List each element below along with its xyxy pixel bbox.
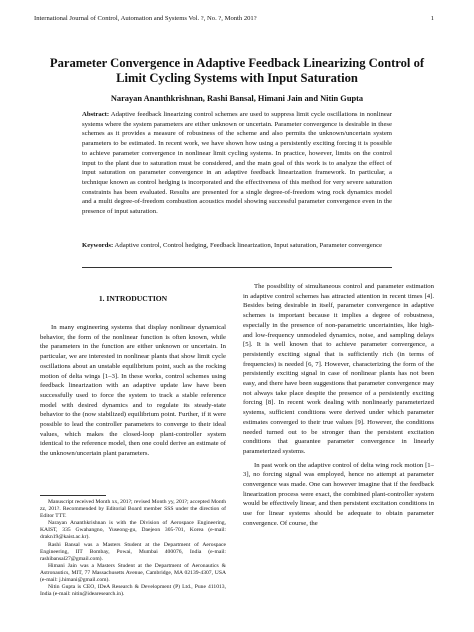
- author-list: Narayan Ananthkrishnan, Rashi Bansal, Himani Jain and Nitin Gupta: [110, 94, 364, 103]
- abstract-divider: [82, 267, 392, 268]
- footnote-manuscript: Manuscript received Month xx, 201?; revised Month yy, 201?; accepted Month zz, 201?. Recommended by Editorial Board member SSS under the direction of Editor TTT.: [40, 499, 226, 520]
- keywords-text: Adaptive control, Control hedging, Feedback linearization, Input saturation, Parameter convergence: [114, 242, 383, 249]
- running-head: [34, 15, 434, 23]
- footnote-divider: [40, 495, 106, 496]
- footnote-author-2: Rashi Bansal was a Masters Student at the Department of Aerospace Engineering, IIT Bombay, Powai, Mumbai 400076, India (e-mail: rashibansal27@gmail.com).: [40, 541, 226, 562]
- page-number: 1: [430, 15, 434, 22]
- left-column: [40, 282, 226, 459]
- keywords-label: Keywords:: [82, 242, 114, 249]
- keywords: [82, 241, 392, 251]
- journal-name: International Journal of Control, Automation and Systems Vol. ?, No. ?, Month 201?: [34, 15, 257, 22]
- abstract: [82, 110, 392, 217]
- body-paragraph: In past work on the adaptive control of delta wing rock motion [1–3], no forcing signal was employed, hence no attempt at parameter convergence was made. One can however imagine that if the feedback linearization process were exact, the combined plant-controller system would be effectively linear, and then persistent excitation conditions in use for linear systems should be adequate to obtain parameter convergence. Of course, the: [243, 461, 434, 527]
- right-column: [243, 282, 434, 529]
- body-paragraph: The possibility of simultaneous control and parameter estimation in adaptive control schemes has attracted attention in recent times [4]. Besides being desirable in itself, parameter convergence in adaptive schemes is important because it implies a degree of robustness, especially in the presence of non-parametric uncertainties, like high- and low-frequency unmodeled dynamics, noise, and sampling delays [5]. It is well known that to achieve parameter convergence, a persistently exciting signal that is sufficiently rich (in terms of frequencies) is needed [6, 7]. However, characterizing the form of the persistently exciting signal in case of nonlinear plants has not been easy, and there have been suggestions that parameter convergence may not always take place despite the presence of a persistently exciting forcing [8]. In recent work dealing with nonlinearly parameterized systems, sufficient conditions were derived under which parameter estimates converged to their true values [9]. However, the conditions needed turned out to be stronger than the persistent excitation conditions that guarantee parameter convergence in linearly parameterized systems.: [243, 283, 434, 455]
- paper-title: Parameter Convergence in Adaptive Feedback Linearizing Control of Limit Cycling Systems with Input Saturation: [49, 56, 425, 85]
- footnote-author-1: Narayan Ananthkrishnan is with the Division of Aerospace Engineering, KAIST, 335 Gwahangno, Yuseong-gu, Daejeon 305-701, Korea (e-mail: drakn19@kaist.ac.kr).: [40, 520, 226, 541]
- abstract-text: Adaptive feedback linearizing control schemes are used to suppress limit cycle oscillations in nonlinear systems where the system parameters are either unknown or uncertain. Parameter convergence is desirable in these schemes as it provides a measure of robustness of the scheme and also permits the unknown/uncertain system parameters to be estimated. In recent work, we have shown how using a persistently exciting forcing it is possible to achieve parameter convergence in nonlinear limit cycling systems. In practice, however, limits on the control input to the plant due to saturation must be considered, and the main goal of this work is to analyze the effect of input saturation on parameter convergence in an adaptive feedback linearization framework. In particular, a technique known as control hedging is incorporated and the effectiveness of this method for very severe saturation constraints has been evaluated. Results are presented for a single degree-of-freedom wing rock dynamics model and a multi degree-of-freedom combustion acoustics model showing successful parameter convergence even in the presence of input saturation.: [82, 111, 392, 216]
- abstract-label: Abstract:: [82, 111, 110, 118]
- footnotes: [40, 499, 226, 598]
- footnote-author-4: Nitin Gupta is CEO, IDeA Research & Development (P) Ltd., Pune 411013, India (e-mail: nitin@idearesearch.in).: [40, 584, 226, 598]
- section-heading-introduction: 1. INTRODUCTION: [98, 294, 168, 303]
- footnote-author-3: Himani Jain was a Masters Student at the Department of Aeronautics & Astronautics, MIT, 77 Massachusetts Avenue, Cambridge, MA 02139-4307, USA (e-mail: j.himani@gmail.com).: [40, 562, 226, 584]
- body-paragraph: In many engineering systems that display nonlinear dynamical behavior, the form of the nonlinear function is often known, while the parameters in the function are either unknown or uncertain. In particular, we are interested in nonlinear plants that show limit cycle oscillations about an unstable equilibrium point, such as the rocking motion of delta wings [1–3]. In these works, control schemes using feedback linearization with an adaptive update law have been successfully used to force the system to track a stable reference model with desired dynamics and to regulate its steady-state behavior to the (now stabilized) equilibrium point. Further, if it were possible to lead the controller parameters to converge to their ideal values, which makes the closed-loop plant-controller system identical to the reference model, then one could derive an estimate of the unknown/uncertain plant parameters.: [40, 324, 226, 458]
